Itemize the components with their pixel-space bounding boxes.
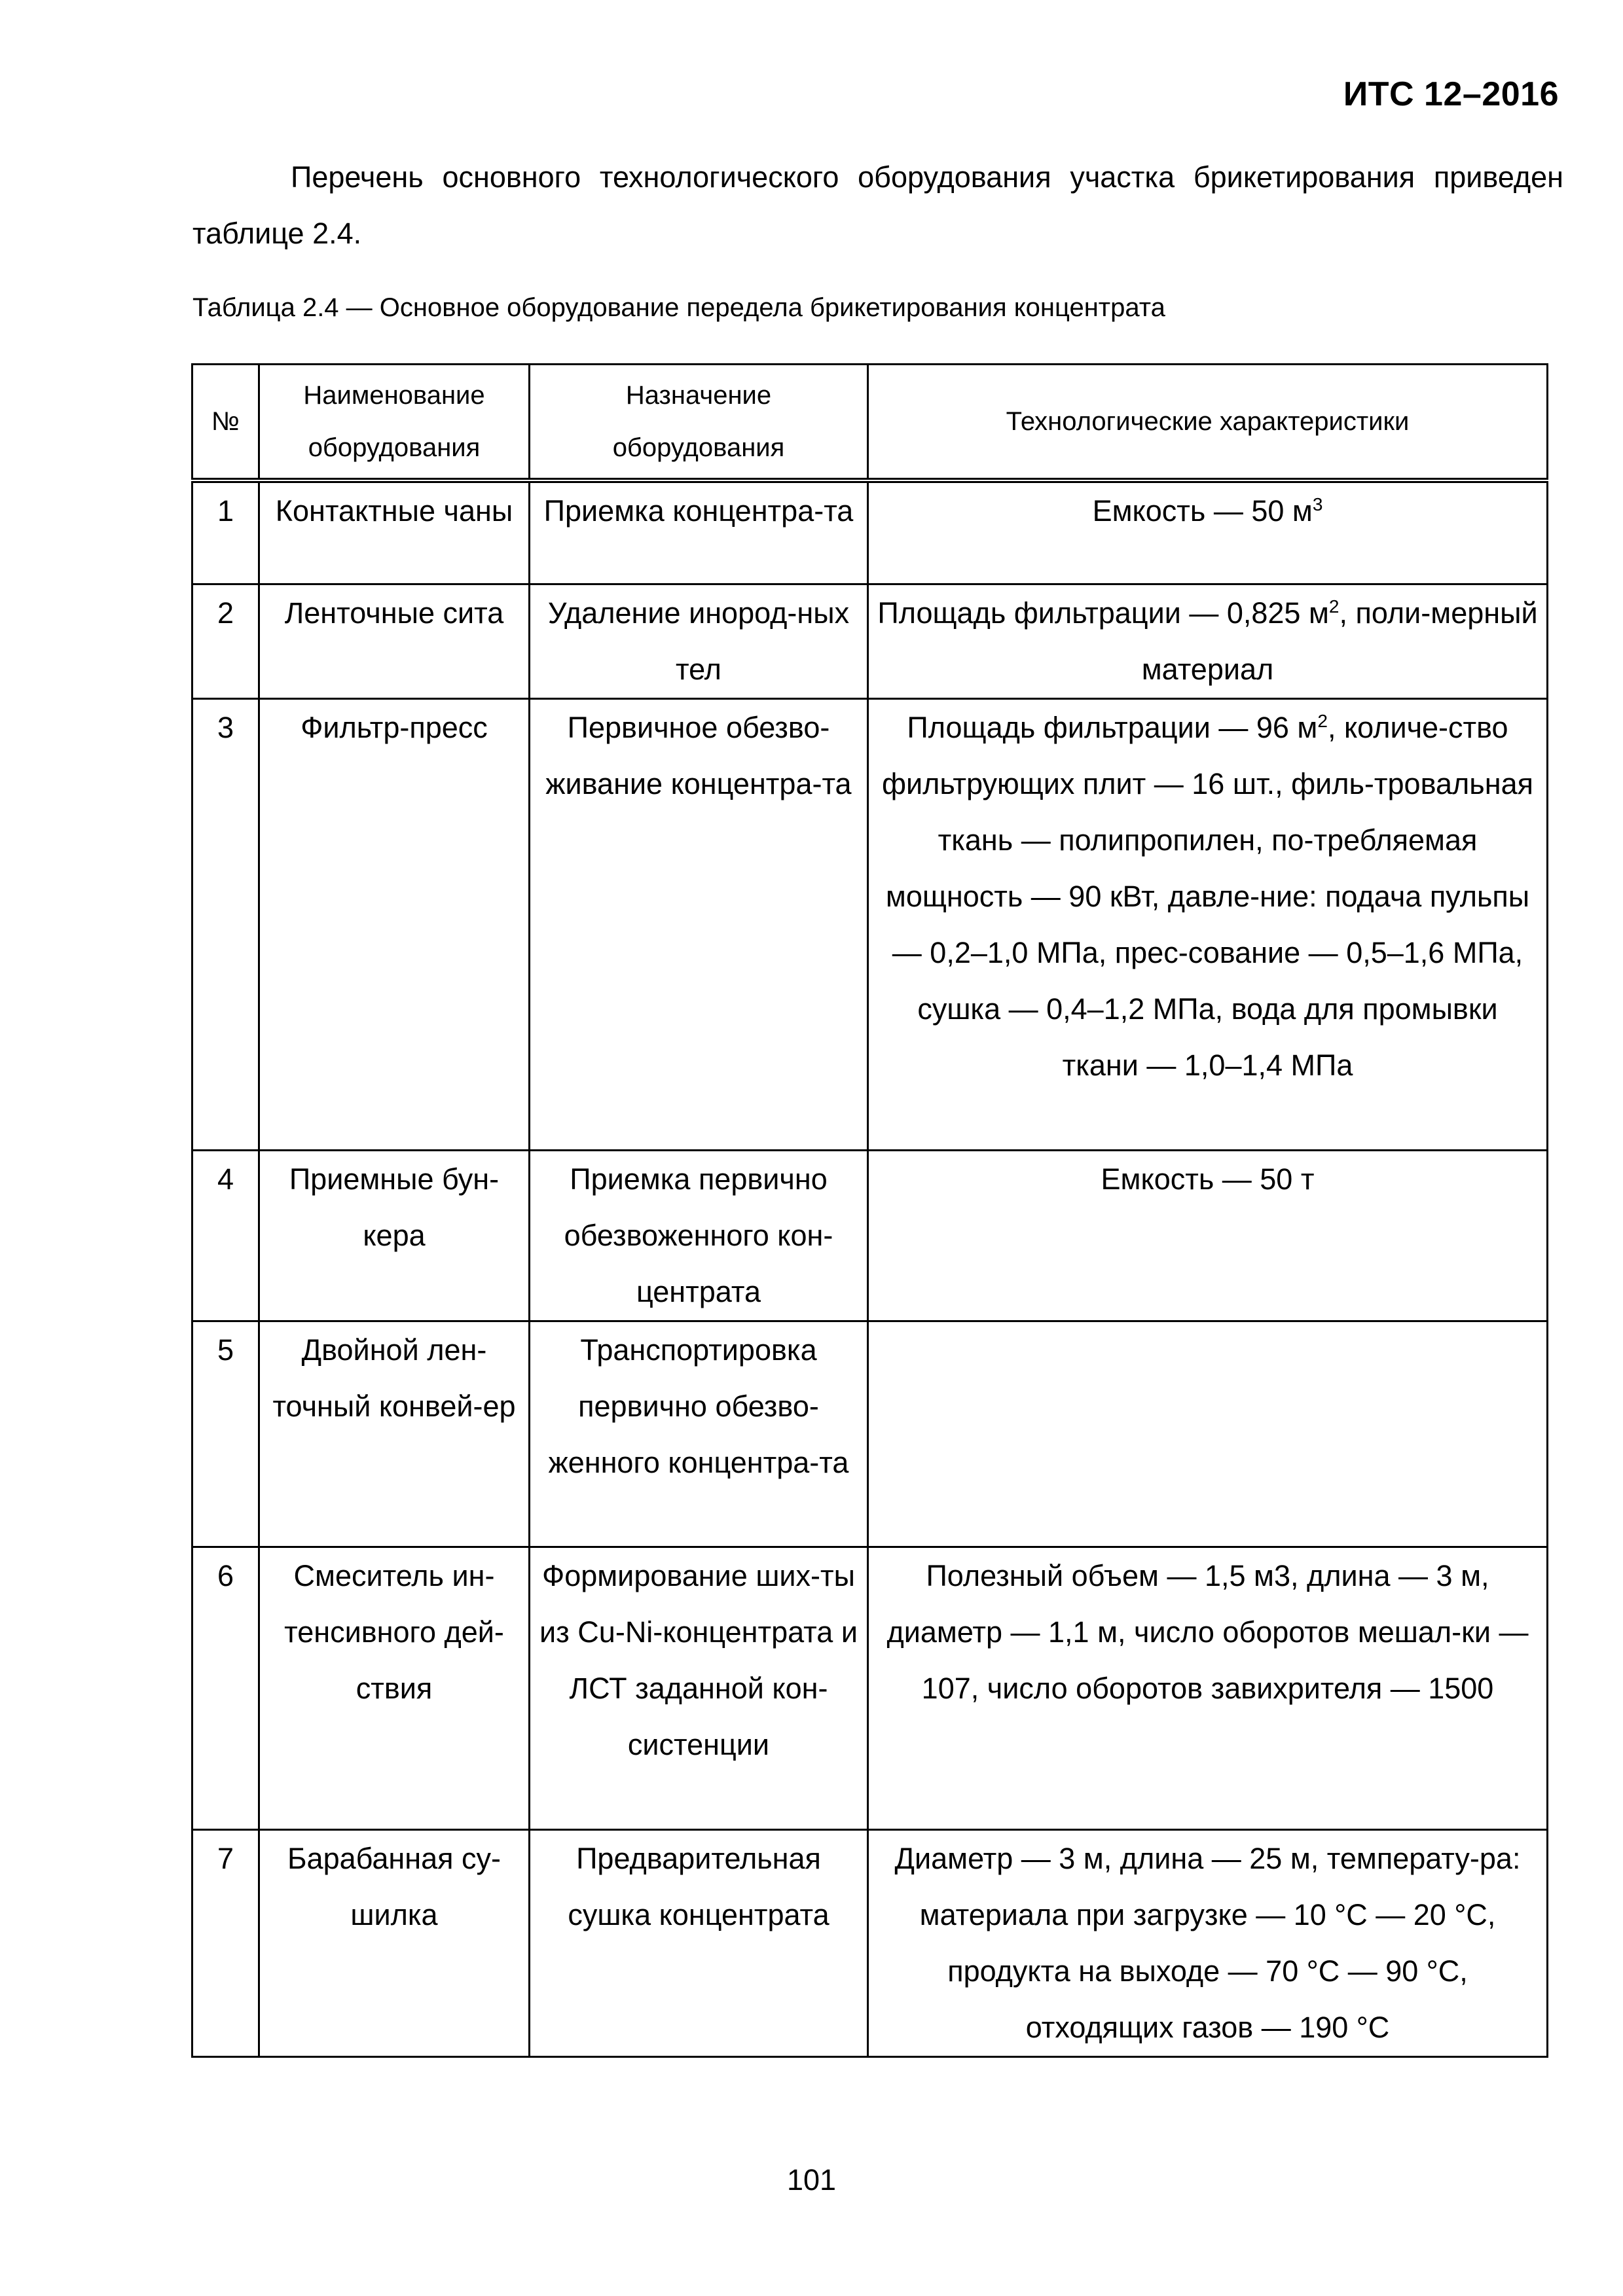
equipment-purpose: Формирование ших-ты из Cu-Ni-концентрата и ЛСТ заданной кон-систенции: [530, 1547, 868, 1829]
table-caption: Таблица 2.4 — Основное оборудование передела брикетирования концентрата: [192, 293, 1165, 322]
equipment-tech: [868, 1547, 1548, 1829]
page-number: 101: [786, 2163, 837, 2197]
equipment-name: Приемные бун-кера: [259, 1150, 530, 1321]
equipment-name: Ленточные сита: [259, 584, 530, 698]
tech-superscript: 2: [1328, 596, 1340, 617]
row-number: 2: [192, 584, 259, 698]
equipment-purpose: Первичное обезво-живание концентра-та: [530, 698, 868, 1150]
equipment-tech: [868, 1321, 1548, 1547]
tech-text: Емкость — 50 т: [1101, 1162, 1315, 1196]
tech-text-rest: , количе-ство фильтрующих плит — 16 шт., филь-тровальная ткань — полипропилен, по-требляемая мощность — 90 кВт, давле-ние: подача пульпы — 0,2–1,0 МПа, прес-сование — 0,5–1,6 МПа, сушка — 0,4–1,2 МПа, вода для промывки ткани — 1,0–1,4 МПа: [882, 710, 1533, 1082]
document-code-header: ИТС 12–2016: [1343, 75, 1559, 113]
equipment-tech: [868, 584, 1548, 698]
tech-superscript: 2: [1317, 710, 1328, 731]
row-number: 1: [192, 480, 259, 584]
row-number: 6: [192, 1547, 259, 1829]
equipment-purpose: Предварительная сушка концентрата: [530, 1829, 868, 2056]
column-header-number: №: [192, 365, 259, 481]
equipment-tech: [868, 480, 1548, 584]
equipment-purpose: Приемка концентра-та: [530, 480, 868, 584]
tech-superscript: 3: [1312, 494, 1323, 514]
table-header-row: [192, 365, 1548, 481]
row-number: 5: [192, 1321, 259, 1547]
tech-text-rest: , поли-мерный материал: [1141, 596, 1538, 686]
equipment-tech: [868, 698, 1548, 1150]
row-number: 7: [192, 1829, 259, 2056]
table-row: [192, 584, 1548, 698]
equipment-tech: [868, 1829, 1548, 2056]
row-number: 4: [192, 1150, 259, 1321]
equipment-purpose: Удаление инород-ных тел: [530, 584, 868, 698]
row-number: 3: [192, 698, 259, 1150]
equipment-name: Двойной лен-точный конвей-ер: [259, 1321, 530, 1547]
equipment-purpose: Транспортировка первично обезво-женного концентра-та: [530, 1321, 868, 1547]
equipment-purpose: Приемка первично обезвоженного кон-центрата: [530, 1150, 868, 1321]
table-row: [192, 698, 1548, 1150]
tech-text: Площадь фильтрации — 96 м: [907, 710, 1318, 744]
tech-text: Емкость — 50 м: [1092, 494, 1313, 528]
table-row: [192, 1829, 1548, 2056]
table-row: [192, 1547, 1548, 1829]
tech-text: Полезный объем — 1,5 м3, длина — 3 м, диаметр — 1,1 м, число оборотов мешал-ки — 107, число оборотов завихрителя — 1500: [886, 1558, 1529, 1705]
table-row: [192, 1150, 1548, 1321]
table-row: [192, 480, 1548, 584]
tech-text: Площадь фильтрации — 0,825 м: [877, 596, 1329, 630]
equipment-table: [191, 363, 1548, 2058]
column-header-name: Наименование оборудования: [259, 365, 530, 481]
table-row: [192, 1321, 1548, 1547]
column-header-purpose: Назначение оборудования: [530, 365, 868, 481]
tech-text: Диаметр — 3 м, длина — 25 м, температу-ра: материала при загрузке — 10 °C — 20 °C, продукта на выходе — 70 °C — 90 °C, отходящих газов — 190 °C: [894, 1841, 1521, 2044]
equipment-tech: [868, 1150, 1548, 1321]
intro-paragraph: Перечень основного технологического оборудования участка брикетирования приведен таблице 2.4.: [192, 160, 1563, 250]
equipment-name: Смеситель ин-тенсивного дей-ствия: [259, 1547, 530, 1829]
equipment-name: Фильтр-пресс: [259, 698, 530, 1150]
column-header-tech: Технологические характеристики: [868, 365, 1548, 481]
equipment-name: Барабанная су-шилка: [259, 1829, 530, 2056]
equipment-name: Контактные чаны: [259, 480, 530, 584]
